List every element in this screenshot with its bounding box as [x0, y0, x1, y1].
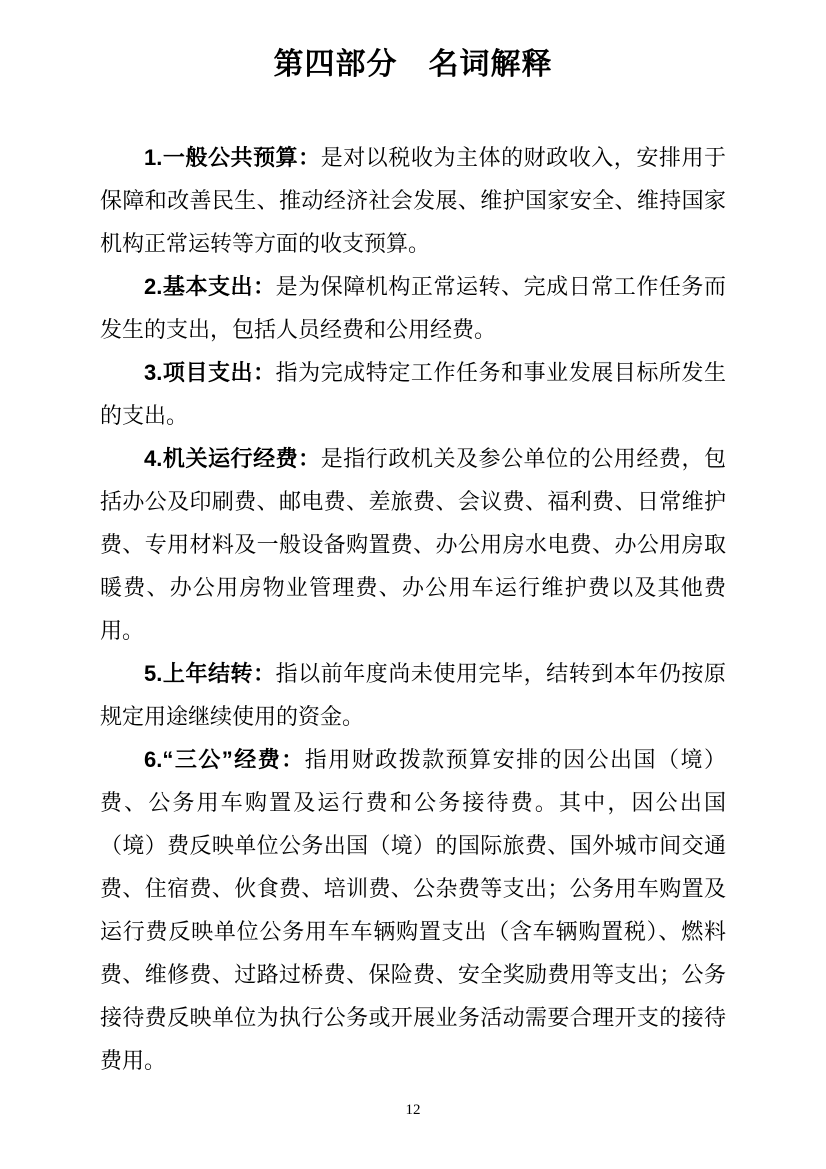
definition-paragraph-agency-operating-funds [100, 437, 726, 652]
term-label: 5.上年结转： [144, 661, 276, 686]
definition-paragraph-general-public-budget [100, 136, 726, 265]
definition-paragraph-basic-expenditure [100, 265, 726, 351]
term-label: 3.项目支出： [144, 360, 276, 385]
term-definition: 指以前年度尚未使用完毕，结转到本年仍按原规定用途继续使用的资金。 [100, 661, 726, 729]
term-definition: 是为保障机构正常运转、完成日常工作任务而发生的支出，包括人员经费和公用经费。 [100, 274, 726, 342]
term-definition: 指为完成特定工作任务和事业发展目标所发生的支出。 [100, 360, 726, 428]
page-title: 第四部分 名词解释 [273, 48, 553, 81]
term-definition: 指用财政拨款预算安排的因公出国（境）费、公务用车购置及运行费和公务接待费。其中，因公出国（境）费反映单位公务出国（境）的国际旅费、国外城市间交通费、住宿费、伙食费、培训费、公杂费等支出；公务用车购置及运行费反映单位公务用车车辆购置支出（含车辆购置税）、燃料费、维修费、过路过桥费、保险费、安全奖励费用等支出；公务接待费反映单位为执行公务或开展业务活动需要合理开支的接待费用。 [100, 747, 726, 1073]
definition-paragraph-project-expenditure [100, 351, 726, 437]
document-body [100, 136, 726, 1082]
definition-paragraph-carryover-from-previous-year [100, 652, 726, 738]
term-definition: 是指行政机关及参公单位的公用经费，包括办公及印刷费、邮电费、差旅费、会议费、福利费、日常维护费、专用材料及一般设备购置费、办公用房水电费、办公用房取暖费、办公用房物业管理费、办公用车运行维护费以及其他费用。 [100, 446, 726, 643]
term-label: 2.基本支出： [144, 274, 276, 299]
definition-paragraph-three-public-expenses [100, 738, 726, 1082]
term-definition: 是对以税收为主体的财政收入，安排用于保障和改善民生、推动经济社会发展、维护国家安全、维持国家机构正常运转等方面的收支预算。 [100, 145, 726, 256]
page-number: 12 [405, 1102, 421, 1118]
term-label: 6.“三公”经费： [144, 747, 305, 772]
term-label: 1.一般公共预算： [144, 145, 321, 170]
term-label: 4.机关运行经费： [144, 446, 321, 471]
